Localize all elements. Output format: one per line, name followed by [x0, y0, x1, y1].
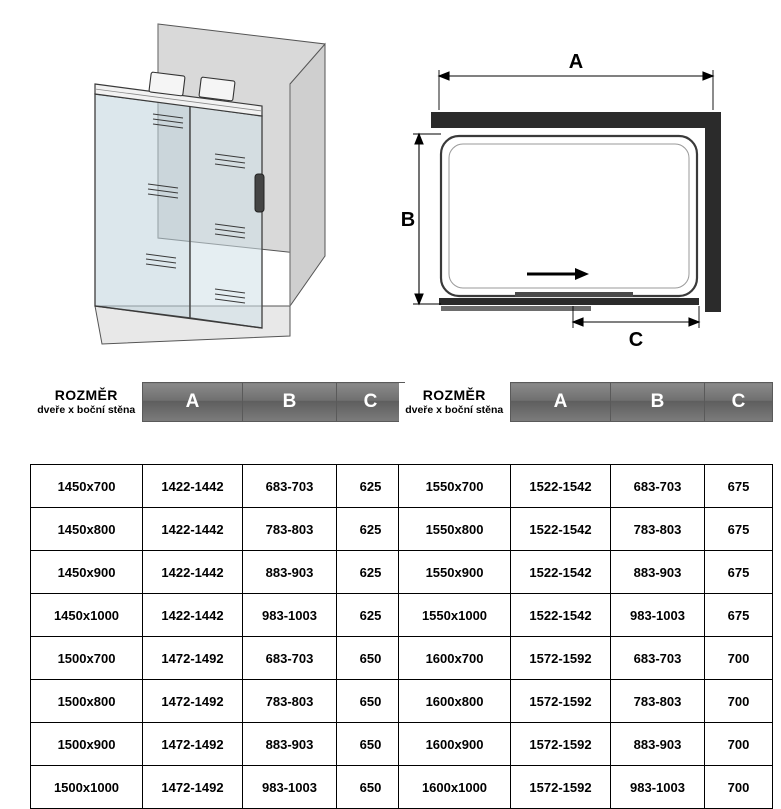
perspective-svg: [40, 6, 380, 356]
table-row: [399, 594, 773, 637]
cell-b: 783-803: [611, 508, 705, 551]
cell-b: 883-903: [611, 723, 705, 766]
cell-b: 683-703: [243, 637, 337, 680]
cell-a: 1572-1592: [511, 766, 611, 809]
cell-size: 1500x700: [31, 637, 143, 680]
cell-size: 1600x700: [399, 637, 511, 680]
cell-c: 650: [337, 766, 405, 809]
cell-c: 625: [337, 594, 405, 637]
cell-c: 650: [337, 637, 405, 680]
table-row: [399, 723, 773, 766]
table-row: [399, 766, 773, 809]
table-row: [31, 465, 405, 508]
size-table-right-container: [398, 382, 773, 809]
cell-size: 1500x1000: [31, 766, 143, 809]
column-header-b: B: [243, 383, 337, 422]
table-header-row: [31, 383, 405, 422]
cell-b: 783-803: [611, 680, 705, 723]
cell-a: 1522-1542: [511, 508, 611, 551]
cell-b: 783-803: [243, 508, 337, 551]
cell-c: 650: [337, 723, 405, 766]
cell-b: 883-903: [243, 723, 337, 766]
cell-size: 1550x700: [399, 465, 511, 508]
cell-b: 983-1003: [243, 766, 337, 809]
table-spacer: [399, 422, 773, 465]
table-title-cell: [31, 383, 143, 422]
size-table-left: [30, 382, 405, 809]
cell-c: 675: [705, 508, 773, 551]
cell-size: 1600x1000: [399, 766, 511, 809]
slide-direction-arrow: [527, 268, 589, 280]
cell-a: 1472-1492: [143, 766, 243, 809]
column-header-c: C: [337, 383, 405, 422]
cell-a: 1422-1442: [143, 594, 243, 637]
size-table-left-container: [30, 382, 405, 809]
tray-outline: [441, 136, 697, 296]
table-title-line1: ROZMĚR: [54, 386, 118, 403]
cell-a: 1472-1492: [143, 680, 243, 723]
cell-b: 883-903: [243, 551, 337, 594]
table-row: [31, 508, 405, 551]
table-row: [31, 680, 405, 723]
table-row: [399, 680, 773, 723]
cell-c: 675: [705, 551, 773, 594]
dimension-label-c: C: [628, 329, 644, 351]
cell-size: 1500x900: [31, 723, 143, 766]
cell-a: 1522-1542: [511, 551, 611, 594]
cell-c: 700: [705, 766, 773, 809]
cell-c: 675: [705, 465, 773, 508]
cell-a: 1472-1492: [143, 723, 243, 766]
cell-a: 1572-1592: [511, 680, 611, 723]
wall-top: [431, 112, 721, 128]
table-row: [399, 551, 773, 594]
door-track: [439, 298, 699, 305]
cell-a: 1522-1542: [511, 465, 611, 508]
plan-svg: [395, 40, 755, 360]
door-panel-sliding: [515, 292, 633, 297]
cell-c: 625: [337, 551, 405, 594]
cell-size: 1450x900: [31, 551, 143, 594]
cell-b: 683-703: [611, 465, 705, 508]
cell-size: 1450x1000: [31, 594, 143, 637]
cell-a: 1572-1592: [511, 723, 611, 766]
table-title-line2: dveře x boční stěna: [37, 404, 136, 417]
cell-b: 983-1003: [611, 594, 705, 637]
dimension-b: [413, 134, 441, 304]
cell-size: 1550x900: [399, 551, 511, 594]
cell-c: 625: [337, 508, 405, 551]
cell-a: 1472-1492: [143, 637, 243, 680]
cell-c: 700: [705, 723, 773, 766]
cell-size: 1550x800: [399, 508, 511, 551]
cell-c: 625: [337, 465, 405, 508]
cell-b: 783-803: [243, 680, 337, 723]
cell-size: 1450x800: [31, 508, 143, 551]
cell-size: 1500x800: [31, 680, 143, 723]
column-header-a: A: [511, 383, 611, 422]
cell-c: 650: [337, 680, 405, 723]
table-row: [399, 637, 773, 680]
table-row: [399, 465, 773, 508]
column-header-a: A: [143, 383, 243, 422]
table-row: [31, 766, 405, 809]
table-row: [31, 723, 405, 766]
cell-a: 1422-1442: [143, 508, 243, 551]
cell-a: 1422-1442: [143, 551, 243, 594]
table-header-row: [399, 383, 773, 422]
cell-a: 1572-1592: [511, 637, 611, 680]
column-header-b: B: [611, 383, 705, 422]
table-row: [31, 594, 405, 637]
cell-size: 1550x1000: [399, 594, 511, 637]
cell-c: 700: [705, 680, 773, 723]
table-title-cell: [399, 383, 511, 422]
table-row: [31, 637, 405, 680]
cell-size: 1600x800: [399, 680, 511, 723]
cell-b: 683-703: [611, 637, 705, 680]
dimension-label-a: A: [568, 51, 584, 73]
table-row: [31, 551, 405, 594]
table-title-line1: ROZMĚR: [422, 386, 486, 403]
tray-inner: [449, 144, 689, 288]
plan-drawing: [395, 40, 755, 360]
door-panel-fixed: [441, 306, 591, 311]
cell-b: 983-1003: [243, 594, 337, 637]
cell-b: 683-703: [243, 465, 337, 508]
table-title-line2: dveře x boční stěna: [405, 404, 504, 417]
dimension-c: [573, 306, 699, 328]
size-table-right: [398, 382, 773, 809]
column-header-c: C: [705, 383, 773, 422]
cell-size: 1600x900: [399, 723, 511, 766]
cell-a: 1422-1442: [143, 465, 243, 508]
dimension-a: [439, 70, 713, 110]
wall-right: [705, 112, 721, 312]
cell-b: 983-1003: [611, 766, 705, 809]
cell-size: 1450x700: [31, 465, 143, 508]
perspective-drawing: [40, 6, 380, 356]
table-spacer: [31, 422, 405, 465]
dimension-label-b: B: [400, 209, 416, 231]
cell-b: 883-903: [611, 551, 705, 594]
table-row: [399, 508, 773, 551]
cell-c: 700: [705, 637, 773, 680]
cell-a: 1522-1542: [511, 594, 611, 637]
cell-c: 675: [705, 594, 773, 637]
